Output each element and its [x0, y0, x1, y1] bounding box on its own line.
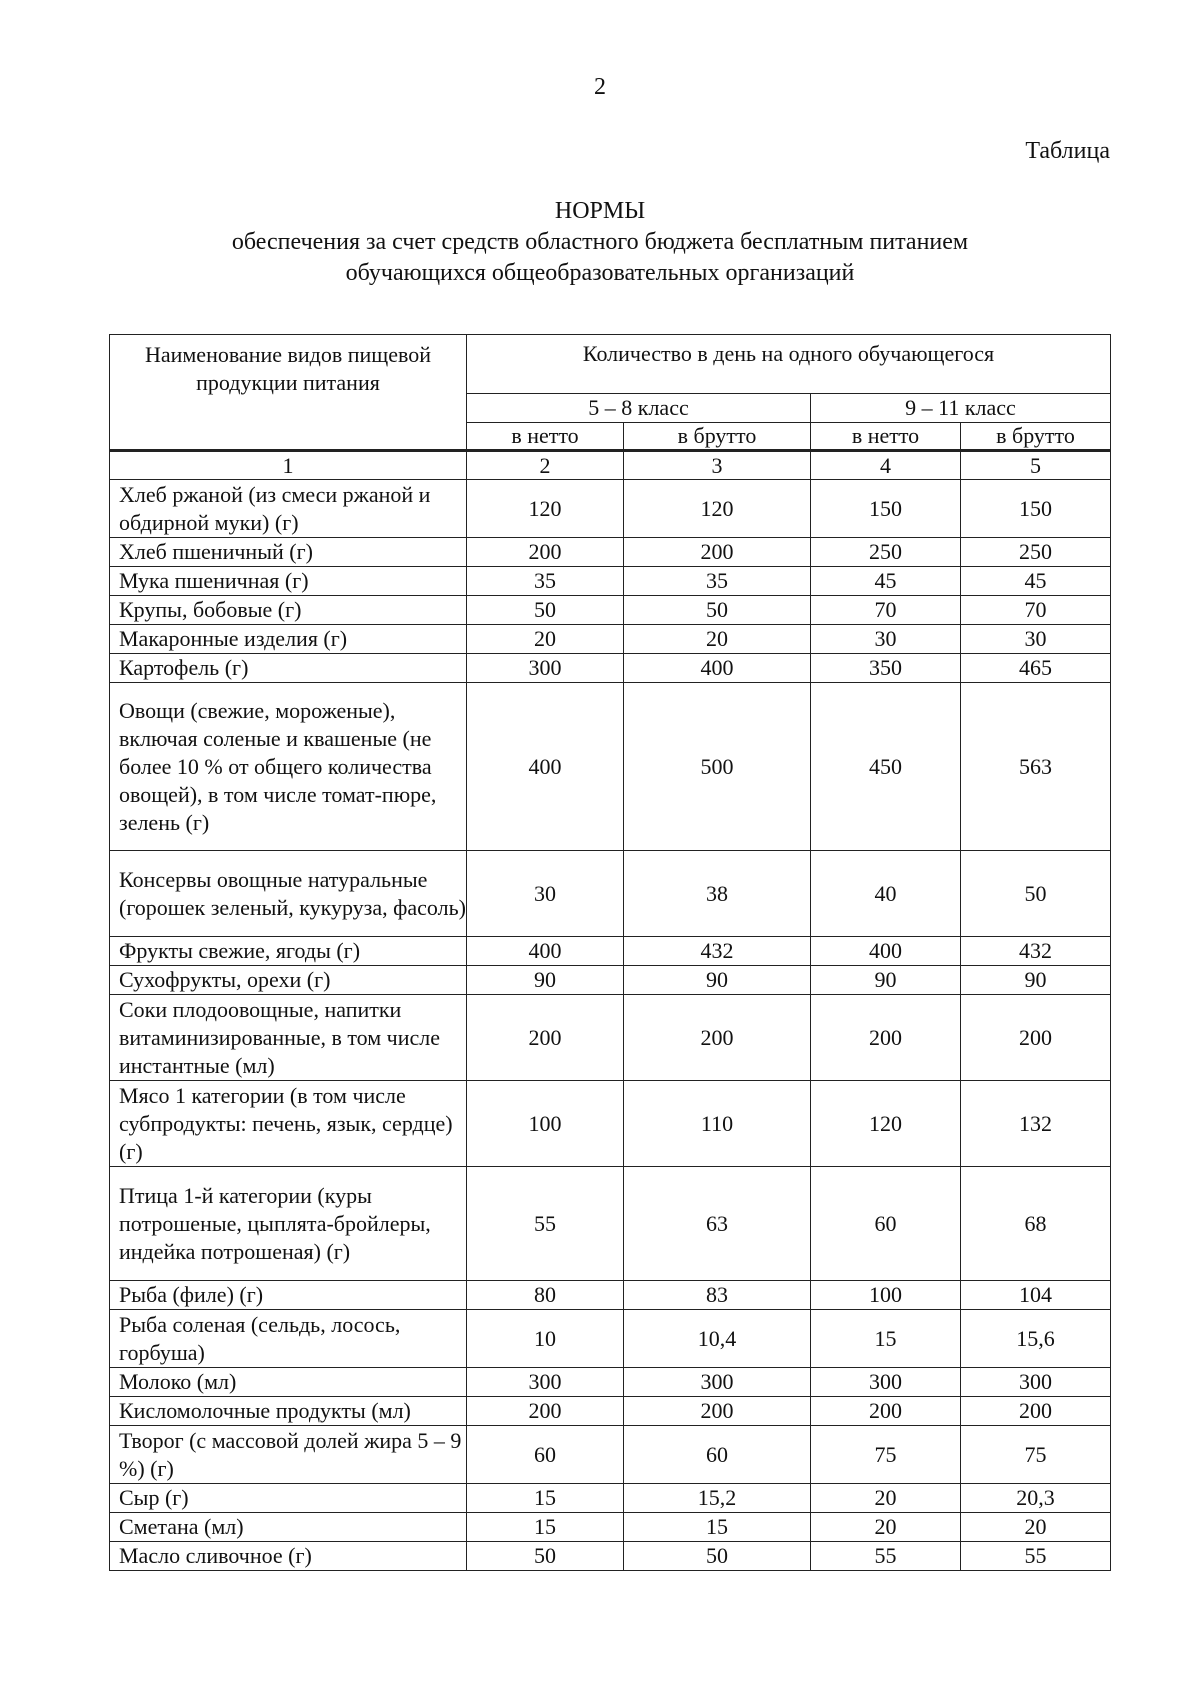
header-brutto-5-8: в брутто [624, 423, 811, 451]
table-row [110, 480, 1111, 538]
product-name: Фрукты свежие, ягоды (г) [110, 937, 467, 966]
value-brutto-5-8: 200 [624, 1397, 811, 1426]
value-brutto-5-8: 110 [624, 1081, 811, 1167]
value-netto-9-11: 400 [811, 937, 961, 966]
value-netto-9-11: 45 [811, 567, 961, 596]
table-label: Таблица [1025, 138, 1110, 164]
value-brutto-5-8: 500 [624, 683, 811, 851]
value-brutto-9-11: 45 [961, 567, 1111, 596]
column-number: 2 [467, 451, 624, 480]
value-brutto-9-11: 55 [961, 1542, 1111, 1571]
table-row [110, 567, 1111, 596]
value-netto-9-11: 15 [811, 1310, 961, 1368]
value-netto-5-8: 15 [467, 1513, 624, 1542]
value-netto-9-11: 120 [811, 1081, 961, 1167]
header-quantity: Количество в день на одного обучающегося [467, 335, 1111, 394]
header-class-9-11: 9 – 11 класс [811, 394, 1111, 423]
value-netto-9-11: 150 [811, 480, 961, 538]
value-brutto-9-11: 15,6 [961, 1310, 1111, 1368]
product-name: Мука пшеничная (г) [110, 567, 467, 596]
table-row [110, 1368, 1111, 1397]
value-netto-9-11: 450 [811, 683, 961, 851]
value-netto-5-8: 80 [467, 1281, 624, 1310]
value-brutto-5-8: 15,2 [624, 1484, 811, 1513]
header-netto-9-11: в нетто [811, 423, 961, 451]
product-name: Молоко (мл) [110, 1368, 467, 1397]
product-name: Овощи (свежие, мороженые), включая соленые и квашеные (не более 10 % от общего количества овощей), в том числе томат-пюре, зелень (г) [110, 683, 467, 851]
value-netto-9-11: 100 [811, 1281, 961, 1310]
table-row [110, 995, 1111, 1081]
value-brutto-9-11: 200 [961, 1397, 1111, 1426]
value-netto-5-8: 300 [467, 1368, 624, 1397]
product-name: Масло сливочное (г) [110, 1542, 467, 1571]
value-netto-5-8: 200 [467, 995, 624, 1081]
value-brutto-9-11: 150 [961, 480, 1111, 538]
value-brutto-5-8: 63 [624, 1167, 811, 1281]
value-brutto-5-8: 50 [624, 596, 811, 625]
value-brutto-5-8: 83 [624, 1281, 811, 1310]
table-row [110, 1542, 1111, 1571]
value-brutto-9-11: 132 [961, 1081, 1111, 1167]
table-row [110, 1310, 1111, 1368]
value-netto-5-8: 10 [467, 1310, 624, 1368]
value-netto-5-8: 50 [467, 596, 624, 625]
value-brutto-9-11: 200 [961, 995, 1111, 1081]
table-row [110, 966, 1111, 995]
value-netto-9-11: 60 [811, 1167, 961, 1281]
column-number: 4 [811, 451, 961, 480]
table-row [110, 1281, 1111, 1310]
value-brutto-9-11: 20,3 [961, 1484, 1111, 1513]
value-brutto-9-11: 75 [961, 1426, 1111, 1484]
value-brutto-5-8: 300 [624, 1368, 811, 1397]
value-netto-5-8: 400 [467, 683, 624, 851]
title-line-1: обеспечения за счет средств областного бюджета бесплатным питанием [231, 229, 969, 255]
table-row [110, 538, 1111, 567]
value-brutto-5-8: 400 [624, 654, 811, 683]
value-netto-9-11: 200 [811, 1397, 961, 1426]
value-netto-9-11: 350 [811, 654, 961, 683]
product-name: Консервы овощные натуральные (горошек зеленый, кукуруза, фасоль) [110, 851, 467, 937]
value-netto-9-11: 90 [811, 966, 961, 995]
value-brutto-5-8: 432 [624, 937, 811, 966]
header-product-name: Наименование видов пищевой продукции питания [110, 335, 467, 451]
header-netto-5-8: в нетто [467, 423, 624, 451]
page-number: 2 [594, 74, 606, 100]
value-netto-5-8: 20 [467, 625, 624, 654]
value-netto-5-8: 35 [467, 567, 624, 596]
value-brutto-5-8: 120 [624, 480, 811, 538]
value-brutto-5-8: 20 [624, 625, 811, 654]
value-brutto-9-11: 90 [961, 966, 1111, 995]
title-line-2: обучающихся общеобразовательных организаций [345, 260, 855, 286]
value-netto-9-11: 200 [811, 995, 961, 1081]
value-netto-5-8: 55 [467, 1167, 624, 1281]
table-row [110, 1081, 1111, 1167]
value-brutto-9-11: 68 [961, 1167, 1111, 1281]
value-netto-9-11: 40 [811, 851, 961, 937]
table-row [110, 851, 1111, 937]
product-name: Макаронные изделия (г) [110, 625, 467, 654]
table-row [110, 596, 1111, 625]
value-brutto-9-11: 563 [961, 683, 1111, 851]
value-brutto-9-11: 20 [961, 1513, 1111, 1542]
product-name: Рыба (филе) (г) [110, 1281, 467, 1310]
value-brutto-9-11: 250 [961, 538, 1111, 567]
value-brutto-9-11: 70 [961, 596, 1111, 625]
product-name: Сухофрукты, орехи (г) [110, 966, 467, 995]
product-name: Сыр (г) [110, 1484, 467, 1513]
table-row [110, 654, 1111, 683]
value-brutto-5-8: 90 [624, 966, 811, 995]
value-brutto-5-8: 38 [624, 851, 811, 937]
value-netto-5-8: 60 [467, 1426, 624, 1484]
value-brutto-5-8: 200 [624, 538, 811, 567]
norms-table [109, 334, 1111, 1571]
value-netto-5-8: 15 [467, 1484, 624, 1513]
table-row [110, 1484, 1111, 1513]
value-brutto-5-8: 60 [624, 1426, 811, 1484]
table-row [110, 1513, 1111, 1542]
table-row [110, 937, 1111, 966]
value-brutto-9-11: 432 [961, 937, 1111, 966]
value-netto-5-8: 50 [467, 1542, 624, 1571]
table-row [110, 1426, 1111, 1484]
value-netto-9-11: 300 [811, 1368, 961, 1397]
value-netto-9-11: 250 [811, 538, 961, 567]
value-brutto-9-11: 104 [961, 1281, 1111, 1310]
value-netto-9-11: 70 [811, 596, 961, 625]
column-number: 1 [110, 451, 467, 480]
value-netto-5-8: 300 [467, 654, 624, 683]
table-row [110, 1397, 1111, 1426]
value-brutto-5-8: 200 [624, 995, 811, 1081]
product-name: Картофель (г) [110, 654, 467, 683]
value-netto-9-11: 75 [811, 1426, 961, 1484]
value-netto-9-11: 20 [811, 1484, 961, 1513]
value-netto-5-8: 90 [467, 966, 624, 995]
value-netto-5-8: 400 [467, 937, 624, 966]
document-title [0, 196, 1200, 289]
value-brutto-5-8: 50 [624, 1542, 811, 1571]
value-netto-5-8: 200 [467, 1397, 624, 1426]
product-name: Сметана (мл) [110, 1513, 467, 1542]
value-brutto-9-11: 465 [961, 654, 1111, 683]
product-name: Крупы, бобовые (г) [110, 596, 467, 625]
product-name: Птица 1-й категории (куры потрошеные, цыплята-бройлеры, индейка потрошеная) (г) [110, 1167, 467, 1281]
product-name: Соки плодоовощные, напитки витаминизированные, в том числе инстантные (мл) [110, 995, 467, 1081]
value-brutto-9-11: 300 [961, 1368, 1111, 1397]
product-name: Хлеб ржаной (из смеси ржаной и обдирной муки) (г) [110, 480, 467, 538]
product-name: Рыба соленая (сельдь, лосось, горбуша) [110, 1310, 467, 1368]
value-netto-5-8: 100 [467, 1081, 624, 1167]
value-brutto-5-8: 15 [624, 1513, 811, 1542]
value-netto-5-8: 200 [467, 538, 624, 567]
title-heading: НОРМЫ [554, 198, 646, 224]
product-name: Кисломолочные продукты (мл) [110, 1397, 467, 1426]
value-brutto-5-8: 35 [624, 567, 811, 596]
table-row [110, 1167, 1111, 1281]
value-netto-9-11: 30 [811, 625, 961, 654]
value-netto-5-8: 120 [467, 480, 624, 538]
value-brutto-9-11: 30 [961, 625, 1111, 654]
column-number: 5 [961, 451, 1111, 480]
value-netto-9-11: 20 [811, 1513, 961, 1542]
header-class-5-8: 5 – 8 класс [467, 394, 811, 423]
value-brutto-9-11: 50 [961, 851, 1111, 937]
header-brutto-9-11: в брутто [961, 423, 1111, 451]
table-row [110, 683, 1111, 851]
column-number: 3 [624, 451, 811, 480]
value-netto-9-11: 55 [811, 1542, 961, 1571]
product-name: Хлеб пшеничный (г) [110, 538, 467, 567]
value-netto-5-8: 30 [467, 851, 624, 937]
product-name: Творог (с массовой долей жира 5 – 9 %) (г) [110, 1426, 467, 1484]
product-name: Мясо 1 категории (в том числе субпродукты: печень, язык, сердце) (г) [110, 1081, 467, 1167]
value-brutto-5-8: 10,4 [624, 1310, 811, 1368]
table-row [110, 625, 1111, 654]
